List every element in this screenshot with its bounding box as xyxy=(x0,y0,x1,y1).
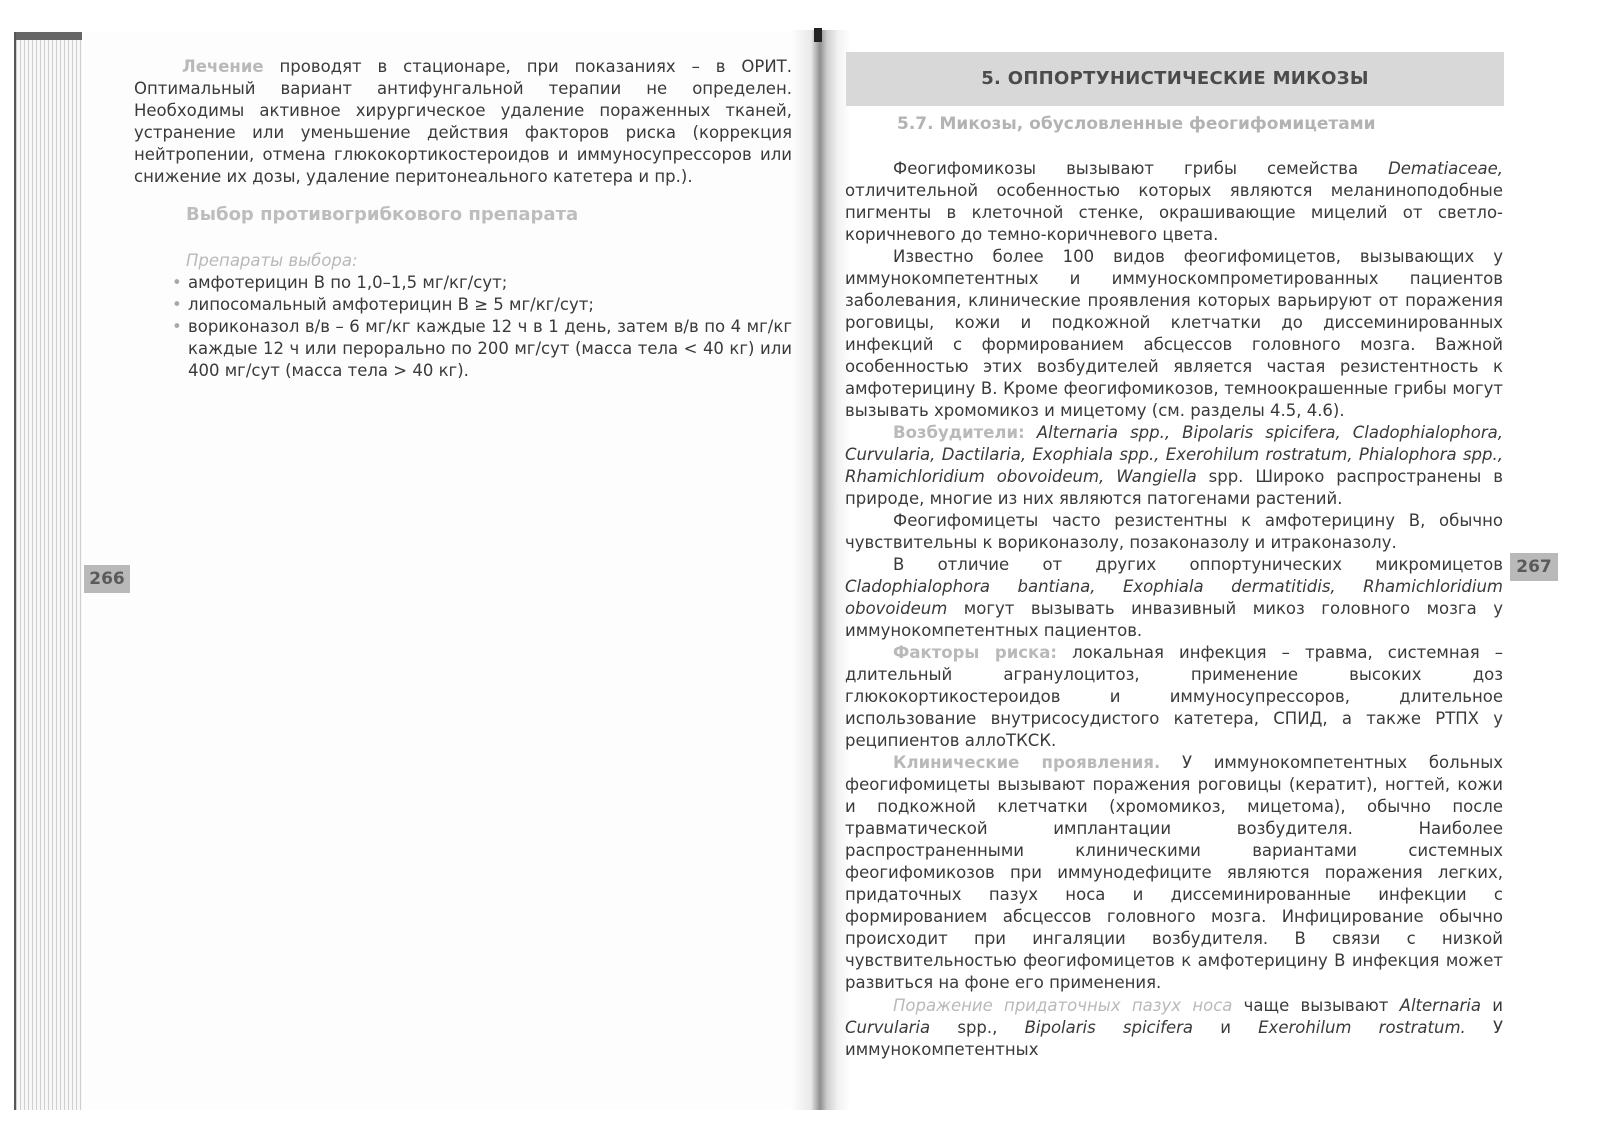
treatment-label: Лечение xyxy=(182,57,264,76)
drug-choice-heading-block xyxy=(134,204,792,225)
pathogens-tail: spp. Широко распространены в природе, многие из них являются патогенами растений. xyxy=(845,467,1503,508)
risk-label: Факторы риска: xyxy=(893,643,1057,662)
intro-paragraph-2: Известно более 100 видов феогифомицетов, вызывающих у иммунокомпетентных и иммуноскомпрометированных пациентов заболевания, клинические проявления которых варьируют от поражения роговицы, кожи и подкожной клетчатки до диссеминированных инфекций с формированием абсцессов головного мозга. Важной особенностью этих возбудителей является частая резистентность к амфотерицину В. Кроме феогифомикозов, темноокрашенные грибы могут вызывать хромомикоз и мицетому (см. разделы 4.5, 4.6). xyxy=(845,247,1503,420)
cns-paragraph xyxy=(845,554,1503,642)
sinus-tail: У иммунокомпетентных xyxy=(845,1018,1503,1059)
sinus-spp: spp., xyxy=(930,1018,1025,1037)
book-gutter xyxy=(790,30,850,1110)
clinical-text: У иммунокомпетентных больных феогифомицеты вызывают поражения роговицы (кератит), ногтей, кожи и подкожной клетчатки (хромомикоз, мицетома), обычно после травматической имплантации возбудителя. Наиболее распространенными клиническими вариантами системных феогифомикозов при иммунодефиците являются поражения легких, придаточных пазух носа и диссеминированные инфекции с формированием абсцессов головного мозга. Инфицирование обычно происходит при ингаляции возбудителя. В связи с низкой чувствительностью феогифомицетов к амфотерицину В инфекция может развиться на фоне его применения. xyxy=(845,753,1503,992)
drug-item: • вориконазол в/в – 6 мг/кг каждые 12 ч в 1 день, затем в/в по 4 мг/кг каждые 12 ч или перорально по 200 мг/сут (масса тела < 40 кг) или 400 мг/сут (масса тела > 40 кг). xyxy=(134,316,792,382)
page-number-right: 267 xyxy=(1510,553,1558,581)
left-page xyxy=(82,32,817,1110)
clinical-block xyxy=(845,752,1503,994)
intro-block xyxy=(845,158,1503,422)
pathogens-list: Alternaria spp., Bipolaris spicifera, Cladophialophora, Curvularia, Dactilaria, Exophiala spp., Exerohilum rostratum, Phialophora spp., Rhamichloridium obovoideum, Wangiella xyxy=(845,423,1504,486)
drug-list xyxy=(134,272,792,382)
sinus-bipolaris: Bipolaris spicifera xyxy=(1024,1018,1194,1037)
risk-text: локальная инфекция – травма, системная – длительный агранулоцитоз, применение высоких доз глюкокортикостероидов и иммуносупрессоров, длительное использование внутрисосудистого катетера, СПИД, а также РТПХ у реципиентов аллоТКСК. xyxy=(845,643,1504,750)
sinus-exerohilum: Exerohilum rostratum. xyxy=(1258,1018,1466,1037)
pathogens-paragraph xyxy=(845,422,1503,510)
clinical-label: Клинические проявления. xyxy=(893,753,1161,772)
chapter-banner: 5. ОППОРТУНИСТИЧЕСКИЕ МИКОЗЫ xyxy=(846,52,1504,106)
cns-text-a: В отличие от других оппортунических микромицетов xyxy=(893,555,1503,574)
intro-paragraph-1 xyxy=(845,158,1503,246)
treatment-text: проводят в стационаре, при показаниях – в ОРИТ. Оптимальный вариант антифунгальной терапии не определен. Необходимы активное хирургическое удаление пораженных тканей, устранение или уменьшение действия факторов риска (коррекция нейтропении, отмена глюкокортикостероидов и иммуносупрессоров или снижение их дозы, удаление перитонеального катетера и пр.). xyxy=(134,57,792,186)
sinus-paragraph xyxy=(845,995,1503,1061)
sinus-label: Поражение придаточных пазух носа xyxy=(893,996,1233,1015)
sinus-and-1: и xyxy=(1481,996,1503,1015)
drug-choice-heading: Выбор противогрибкового препарата xyxy=(186,204,579,225)
bookmark-ribbon xyxy=(814,28,822,42)
intro-1-text-a: Феогифомикозы вызывают грибы семейства xyxy=(893,159,1389,178)
sinus-block xyxy=(845,995,1503,1061)
pathogens-block xyxy=(845,422,1503,642)
cns-text-b: могут вызывать инвазивный микоз головного мозга у иммунокомпетентных пациентов. xyxy=(845,599,1503,640)
treatment-paragraph xyxy=(134,56,792,188)
sinus-text-a: чаще вызывают xyxy=(1232,996,1400,1015)
cns-species: Cladophialophora bantiana, Exophiala dermatitidis, Rhamichloridium obovoideum xyxy=(845,577,1503,618)
pathogens-label: Возбудители: xyxy=(893,423,1025,442)
drugs-of-choice-label: Препараты выбора: xyxy=(186,251,358,270)
sinus-and-2: и xyxy=(1193,1018,1259,1037)
intro-1-text-b: отличительной особенностью которых являются меланиноподобные пигменты в клеточной стенке, окрашивающие мицелий от светло-коричневого до темно-коричневого цвета. xyxy=(845,181,1503,244)
intro-1-family: Dematiaceae, xyxy=(1388,159,1503,178)
sinus-curvularia: Curvularia xyxy=(845,1018,931,1037)
risk-paragraph xyxy=(845,642,1503,752)
sinus-alternaria: Alternaria xyxy=(1399,996,1481,1015)
resistance-paragraph: Феогифомицеты часто резистентны к амфотерицину В, обычно чувствительны к вориконазолу, позаконазолу и итраконазолу. xyxy=(845,511,1503,552)
clinical-paragraph xyxy=(845,752,1503,994)
drug-item: • амфотерицин В по 1,0–1,5 мг/кг/сут; xyxy=(134,272,792,294)
page-edges xyxy=(14,32,84,1110)
drug-item: • липосомальный амфотерицин В ≥ 5 мг/кг/сут; xyxy=(134,294,792,316)
drugs-block xyxy=(134,250,792,382)
page-number-left: 266 xyxy=(84,565,130,593)
section-heading: 5.7. Микозы, обусловленные феогифомицетами xyxy=(897,114,1376,134)
risk-block xyxy=(845,642,1503,752)
